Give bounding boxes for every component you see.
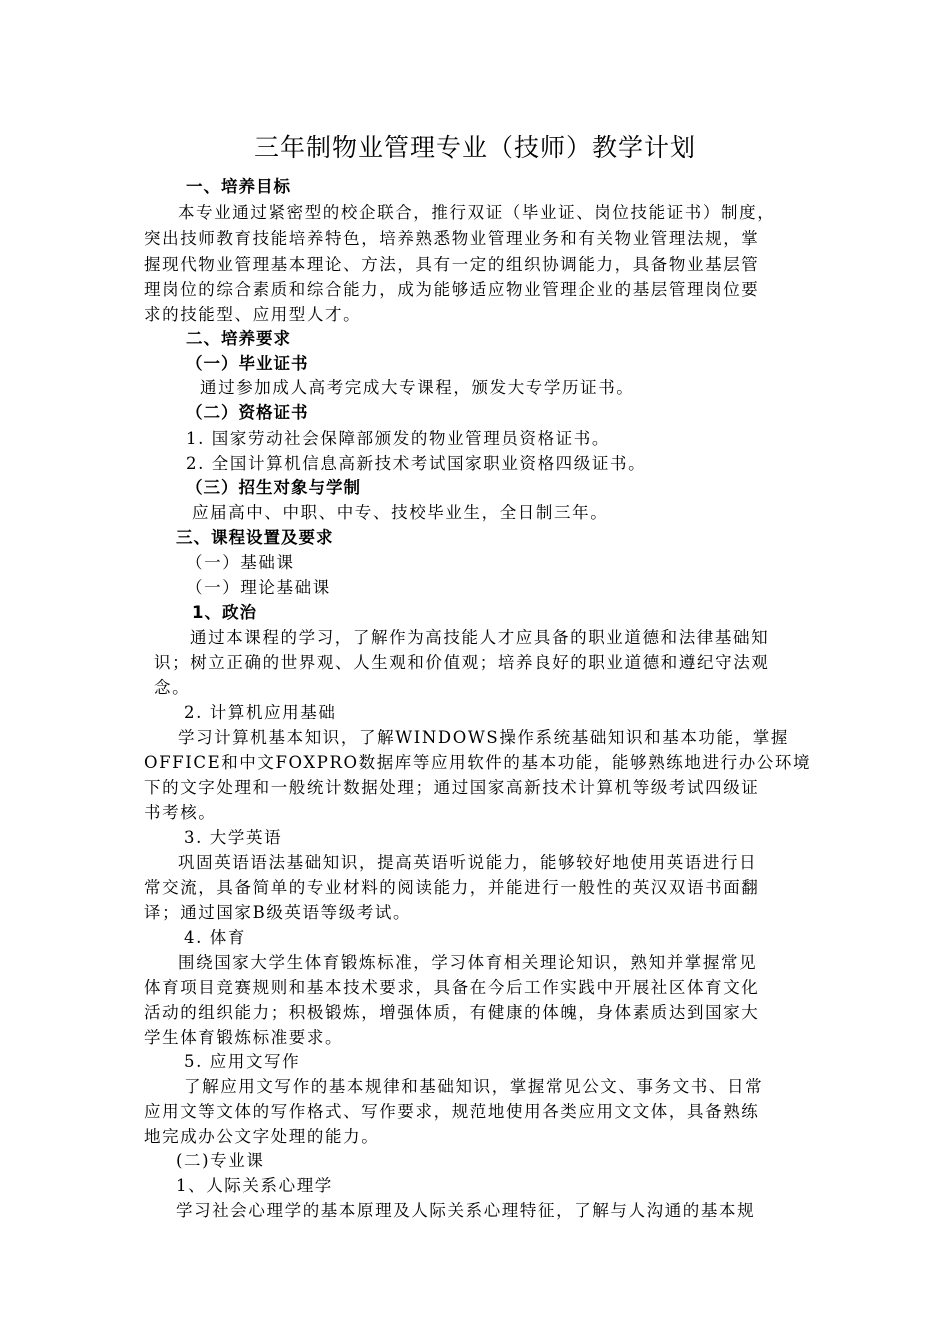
section-heading-curriculum: 三、课程设置及要求 <box>176 528 334 547</box>
course-title: 3. 大学英语 <box>184 828 283 847</box>
paragraph-line: 活动的组织能力；积极锻炼，增强体质，有健康的体魄，身体素质达到国家大 <box>144 1003 760 1022</box>
subheading-professional-courses: (二)专业课 <box>176 1151 265 1170</box>
paragraph-line: 围绕国家大学生体育锻炼标准，学习体育相关理论知识，熟知并掌握常见 <box>178 953 758 972</box>
section-heading-requirements: 二、培养要求 <box>186 329 291 348</box>
paragraph-line: 常交流，具备简单的专业材料的阅读能力，并能进行一般性的英汉双语书面翻 <box>144 878 760 897</box>
course-title: 2. 计算机应用基础 <box>184 703 337 722</box>
course-title: 5. 应用文写作 <box>184 1052 301 1071</box>
paragraph-line: 握现代物业管理基本理论、方法，具有一定的组织协调能力，具备物业基层管 <box>144 255 760 274</box>
subheading-diploma: （一）毕业证书 <box>186 354 309 373</box>
paragraph-line: 应届高中、中职、中专、技校毕业生，全日制三年。 <box>192 503 609 522</box>
paragraph-line: 学习计算机基本知识，了解WINDOWS操作系统基础知识和基本功能，掌握 <box>178 728 789 747</box>
paragraph-line: 理岗位的综合素质和综合能力，成为能够适应物业管理企业的基层管理岗位要 <box>144 280 760 299</box>
paragraph-line: 学生体育锻炼标准要求。 <box>144 1028 344 1047</box>
paragraph-line: OFFICE和中文FOXPRO数据库等应用软件的基本功能，能够熟练地进行办公环境 <box>144 753 812 772</box>
course-title: 4. 体育 <box>184 928 246 947</box>
course-title: 1、人际关系心理学 <box>176 1176 333 1195</box>
document-title: 三年制物业管理专业（技师）教学计划 <box>253 133 696 162</box>
paragraph-line: 译；通过国家B级英语等级考试。 <box>144 903 412 922</box>
paragraph-line: 求的技能型、应用型人才。 <box>144 305 362 324</box>
paragraph-line: 本专业通过紧密型的校企联合，推行双证（毕业证、岗位技能证书）制度， <box>178 203 776 222</box>
paragraph-line: 念。 <box>154 678 191 697</box>
list-item: 2. 全国计算机信息高新技术考试国家职业资格四级证书。 <box>186 454 647 473</box>
paragraph-line: 地完成办公文字处理的能力。 <box>144 1127 380 1146</box>
course-title: 1、政治 <box>192 603 257 622</box>
list-item: 1. 国家劳动社会保障部颁发的物业管理员资格证书。 <box>186 429 610 448</box>
paragraph-line: 通过本课程的学习，了解作为高技能人才应具备的职业道德和法律基础知 <box>190 628 770 647</box>
paragraph-line: 书考核。 <box>144 803 217 822</box>
paragraph-line: 通过参加成人高考完成大专课程，颁发大专学历证书。 <box>200 378 635 397</box>
subheading-enrollment: （三）招生对象与学制 <box>186 478 361 497</box>
paragraph-line: 体育项目竞赛规则和基本技术要求，具备在今后工作实践中开展社区体育文化 <box>144 978 760 997</box>
paragraph-line: 了解应用文写作的基本规律和基础知识，掌握常见公文、事务文书、日常 <box>184 1077 764 1096</box>
subheading-theory-courses: （一）理论基础课 <box>186 578 331 597</box>
paragraph-line: 巩固英语语法基础知识，提高英语听说能力，能够较好地使用英语进行日 <box>178 853 758 872</box>
paragraph-line: 识；树立正确的世界观、人生观和价值观；培养良好的职业道德和遵纪守法观 <box>154 653 770 672</box>
section-heading-goals: 一、培养目标 <box>186 177 291 196</box>
paragraph-line: 下的文字处理和一般统计数据处理；通过国家高新技术计算机等级考试四级证 <box>144 778 760 797</box>
paragraph-line: 应用文等文体的写作格式、写作要求，规范地使用各类应用文文体，具备熟练 <box>144 1102 760 1121</box>
subheading-certificates: （二）资格证书 <box>186 403 309 422</box>
subheading-basic-courses: （一）基础课 <box>186 553 295 572</box>
paragraph-line: 学习社会心理学的基本原理及人际关系心理特征，了解与人沟通的基本规 <box>176 1201 756 1220</box>
paragraph-line: 突出技师教育技能培养特色，培养熟悉物业管理业务和有关物业管理法规，掌 <box>144 229 760 248</box>
